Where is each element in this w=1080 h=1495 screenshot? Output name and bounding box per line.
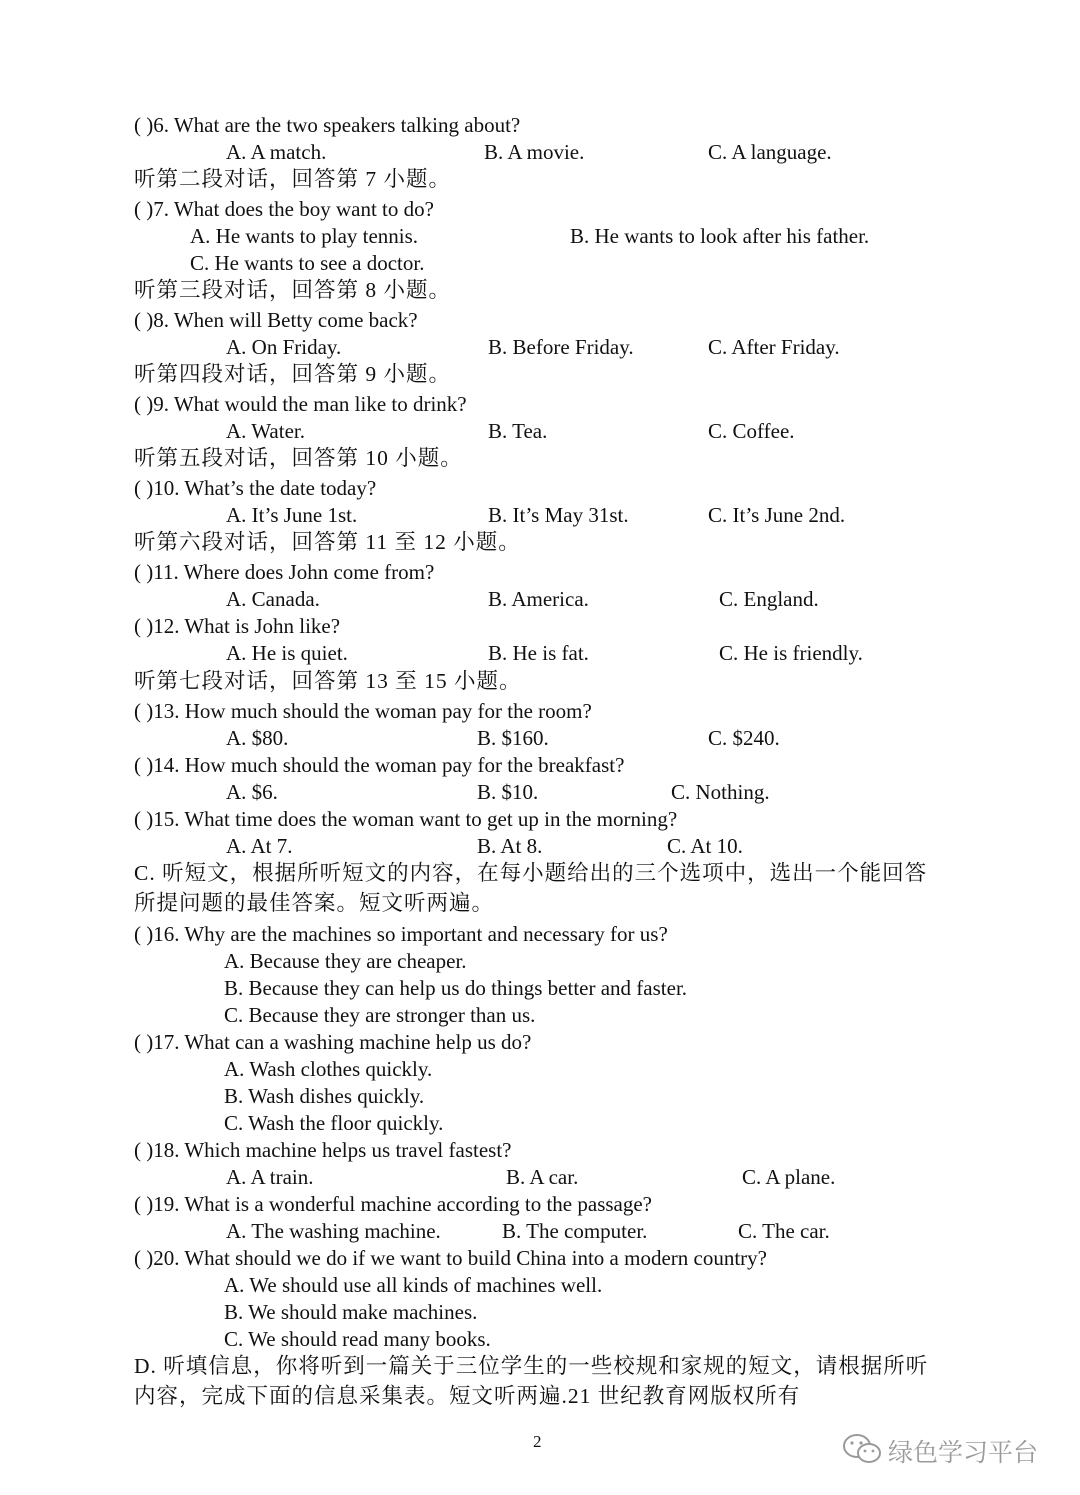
line-text: A. He wants to play tennis. xyxy=(190,224,419,248)
line-text: A. A match. xyxy=(226,140,327,164)
line-text: B. $160. xyxy=(477,726,549,750)
line-text: B. We should make machines. xyxy=(224,1300,478,1324)
line-text: 听第四段对话，回答第 9 小题。 xyxy=(134,362,452,386)
line-text: A. A train. xyxy=(226,1165,314,1189)
line-text: C. At 10. xyxy=(667,834,743,858)
line-text: C. 听短文，根据所听短文的内容，在每小题给出的三个选项中，选出一个能回答 xyxy=(134,861,928,885)
line-text: 听第七段对话，回答第 13 至 15 小题。 xyxy=(134,669,522,693)
line-text: B. $10. xyxy=(477,780,539,804)
line-text: A. At 7. xyxy=(226,834,293,858)
line-text: B. He is fat. xyxy=(488,641,589,665)
line-text: ( )6. What are the two speakers talking about? xyxy=(134,113,521,137)
line-text: C. The car. xyxy=(738,1219,830,1243)
line-text: ( )7. What does the boy want to do? xyxy=(134,197,434,221)
line-text: C. After Friday. xyxy=(708,335,840,359)
line-text: C. He is friendly. xyxy=(719,641,863,665)
line-text: B. Wash dishes quickly. xyxy=(224,1084,425,1108)
line-text: C. A language. xyxy=(708,140,832,164)
line-text: ( )8. When will Betty come back? xyxy=(134,308,418,332)
line-text: C. $240. xyxy=(708,726,780,750)
line-text: 所提问题的最佳答案。短文听两遍。 xyxy=(134,891,495,915)
line-text: C. Coffee. xyxy=(708,419,795,443)
line-text: A. We should use all kinds of machines well. xyxy=(224,1273,603,1297)
line-text: ( )16. Why are the machines so important and necessary for us? xyxy=(134,922,668,946)
line-text: A. He is quiet. xyxy=(226,641,348,665)
line-text: B. It’s May 31st. xyxy=(488,503,629,527)
line-text: ( )11. Where does John come from? xyxy=(134,560,435,584)
line-text: C. England. xyxy=(719,587,819,611)
line-text: B. America. xyxy=(488,587,589,611)
line-text: B. A movie. xyxy=(484,140,585,164)
line-text: A. Water. xyxy=(226,419,305,443)
line-text: B. Before Friday. xyxy=(488,335,634,359)
line-text: ( )12. What is John like? xyxy=(134,614,341,638)
line-text: A. Canada. xyxy=(226,587,320,611)
line-text: ( )14. How much should the woman pay for the breakfast? xyxy=(134,753,625,777)
line-text: ( )10. What’s the date today? xyxy=(134,476,377,500)
line-text: B. A car. xyxy=(506,1165,579,1189)
line-text: C. A plane. xyxy=(742,1165,836,1189)
line-text: 听第二段对话，回答第 7 小题。 xyxy=(134,167,452,191)
line-text: C. He wants to see a doctor. xyxy=(190,251,425,275)
line-text: A. It’s June 1st. xyxy=(226,503,358,527)
watermark-text: 绿色学习平台 xyxy=(888,1438,1039,1467)
line-text: A. Because they are cheaper. xyxy=(224,949,467,973)
line-text: 内容，完成下面的信息采集表。短文听两遍.21 世纪教育网版权所有 xyxy=(134,1384,801,1408)
line-text: D. 听填信息，你将听到一篇关于三位学生的一些校规和家规的短文，请根据所听 xyxy=(134,1354,929,1378)
line-text: ( )17. What can a washing machine help us do? xyxy=(134,1030,532,1054)
line-text: C. Nothing. xyxy=(671,780,770,804)
line-text: ( )9. What would the man like to drink? xyxy=(134,392,467,416)
line-text: B. He wants to look after his father. xyxy=(570,224,870,248)
line-text: 听第三段对话，回答第 8 小题。 xyxy=(134,278,452,302)
line-text: ( )13. How much should the woman pay for the room? xyxy=(134,699,592,723)
wechat-icon xyxy=(842,1432,882,1466)
line-text: B. Tea. xyxy=(488,419,548,443)
line-text: 听第五段对话，回答第 10 小题。 xyxy=(134,446,463,470)
line-text: ( )18. Which machine helps us travel fastest? xyxy=(134,1138,512,1162)
line-text: A. $6. xyxy=(226,780,278,804)
line-text: A. Wash clothes quickly. xyxy=(224,1057,433,1081)
line-text: B. The computer. xyxy=(502,1219,648,1243)
line-text: C. We should read many books. xyxy=(224,1327,491,1351)
line-text: 听第六段对话，回答第 11 至 12 小题。 xyxy=(134,530,521,554)
line-text: ( )15. What time does the woman want to get up in the morning? xyxy=(134,807,678,831)
line-text: C. Because they are stronger than us. xyxy=(224,1003,536,1027)
line-text: A. The washing machine. xyxy=(226,1219,441,1243)
line-text: A. On Friday. xyxy=(226,335,342,359)
line-text: C. It’s June 2nd. xyxy=(708,503,846,527)
page-number: 2 xyxy=(533,1432,542,1451)
line-text: B. Because they can help us do things better and faster. xyxy=(224,976,688,1000)
line-text: ( )20. What should we do if we want to build China into a modern country? xyxy=(134,1246,767,1270)
line-text: B. At 8. xyxy=(477,834,543,858)
line-text: A. $80. xyxy=(226,726,289,750)
line-text: C. Wash the floor quickly. xyxy=(224,1111,444,1135)
line-text: ( )19. What is a wonderful machine according to the passage? xyxy=(134,1192,653,1216)
